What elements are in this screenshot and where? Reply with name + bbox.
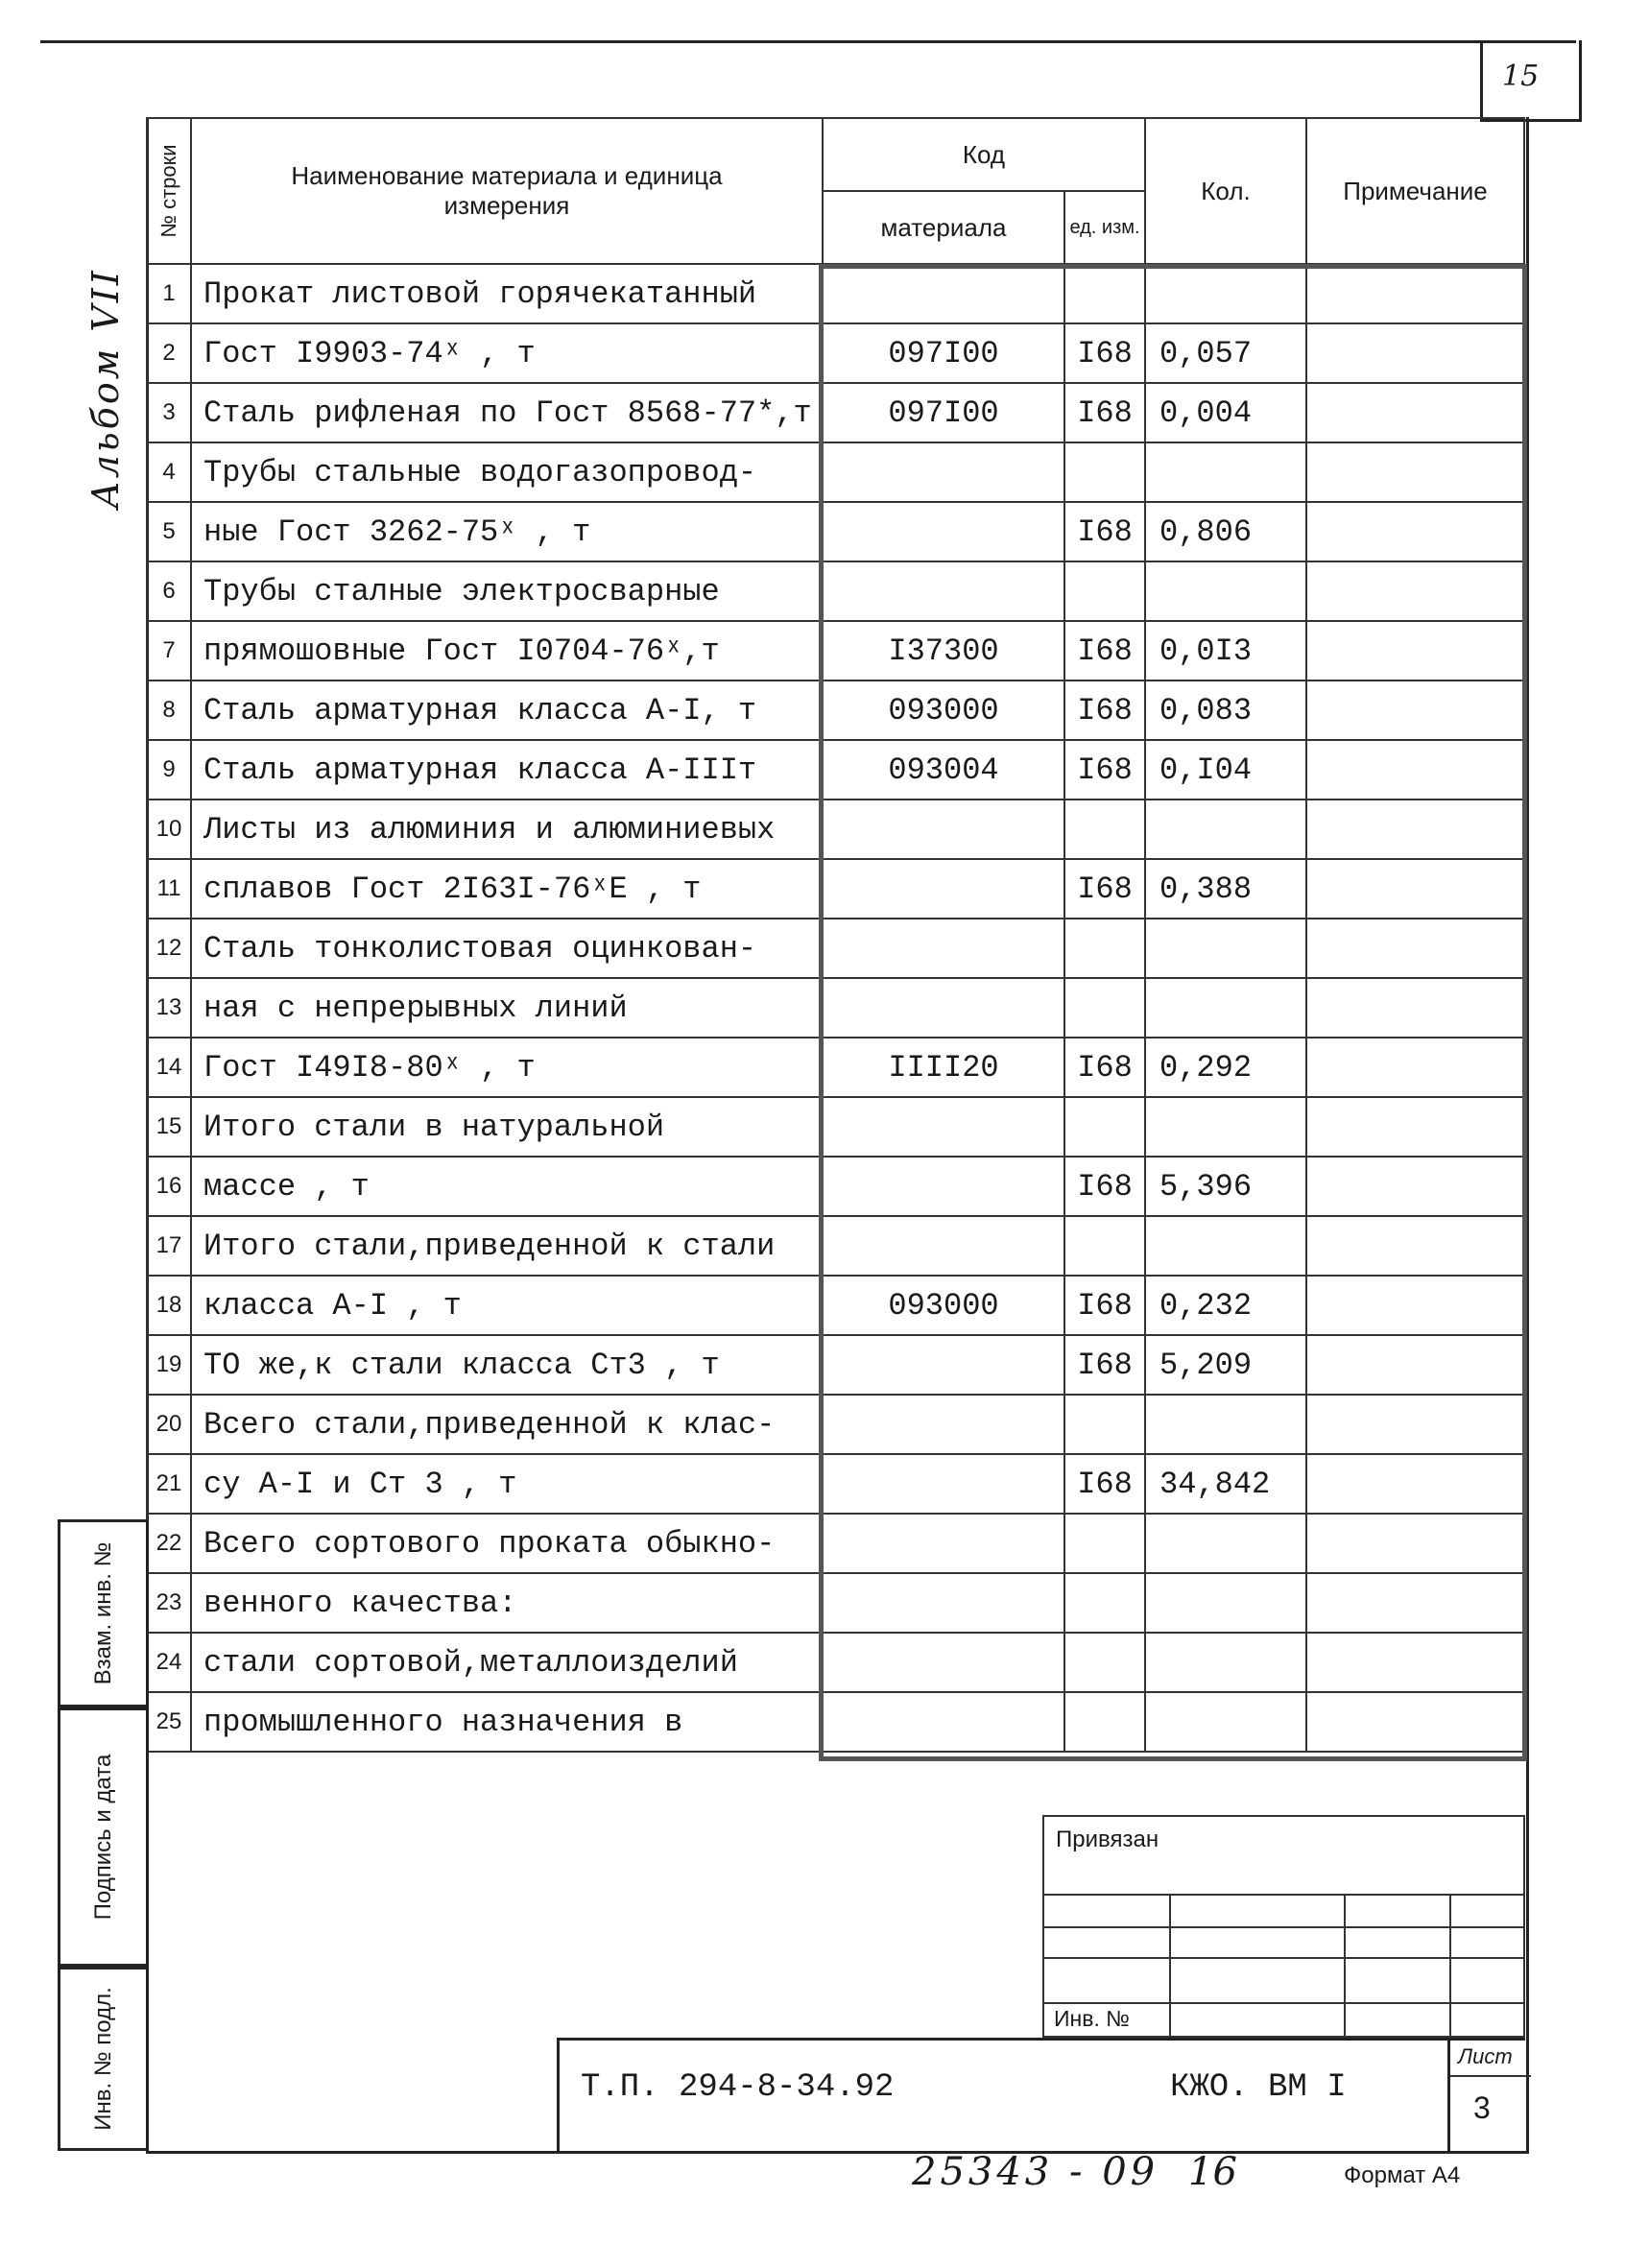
privyazan-stamp <box>1042 1815 1525 2038</box>
table-row: 13 ная с непрерывных линий <box>147 978 1524 1038</box>
inv-no-label: Инв. № <box>1054 2006 1130 2031</box>
header-unit: ед. изм. <box>1064 191 1145 264</box>
table-row: 5 ные Гост 3262-75ˣ , т I68 0,806 <box>147 502 1524 561</box>
corner-sheet-box <box>1480 40 1582 122</box>
table-row: 24 стали сортовой,металлоизделий <box>147 1633 1524 1692</box>
album-label: Альбом VII <box>84 268 127 509</box>
top-border-line <box>40 40 1576 43</box>
header-material: материала <box>823 191 1064 264</box>
table-row: 23 венного качества: <box>147 1573 1524 1633</box>
table-row: 20 Всего стали,приведенной к клас- <box>147 1395 1524 1454</box>
sheet-number: 3 <box>1473 2090 1491 2125</box>
project-code: Т.П. 294-8-34.92 <box>581 2069 895 2106</box>
privyazan-label: Привязан <box>1056 1826 1159 1852</box>
table-row: 2 Гост I9903-74ˣ , т 097I00 I68 0,057 <box>147 323 1524 383</box>
header-qty: Кол. <box>1145 118 1306 264</box>
table-row: 11 сплавов Гост 2I63I-76ˣЕ , т I68 0,388 <box>147 859 1524 919</box>
header-note: Примечание <box>1306 118 1524 264</box>
materials-table <box>146 117 1525 1753</box>
table-row: 1 Прокат листовой горячекатанный <box>147 264 1524 323</box>
podpis-data-box: Подпись и дата <box>58 1707 149 1967</box>
table-row: 21 су А-I и Ст 3 , т I68 34,842 <box>147 1454 1524 1514</box>
table-row: 19 ТО же,к стали класса Ст3 , т I68 5,209 <box>147 1335 1524 1395</box>
table-row: 8 Сталь арматурная класса А-I, т 093000 I68 0,083 <box>147 680 1524 740</box>
table-row: 14 Гост I49I8-80ˣ , т IIII20 I68 0,292 <box>147 1038 1524 1097</box>
table-row: 7 прямошовные Гост I0704-76ˣ,т I37300 I68 0,0I3 <box>147 621 1524 680</box>
sheet-label: Лист <box>1458 2044 1513 2068</box>
title-block <box>557 2038 1525 2151</box>
table-row: 9 Сталь арматурная класса А-IIIт 093004 I68 0,I04 <box>147 740 1524 800</box>
corner-sheet-number: 15 <box>1502 60 1540 93</box>
format-label: Формат А4 <box>1344 2162 1461 2188</box>
table-row: 17 Итого стали,приведенной к стали <box>147 1216 1524 1276</box>
table-row: 18 класса А-I , т 093000 I68 0,232 <box>147 1276 1524 1335</box>
sheet-cell <box>1447 2041 1531 2154</box>
table-row: 10 Листы из алюминия и алюминиевых <box>147 800 1524 859</box>
inv-podl-box: Инв. № подл. <box>58 1967 149 2151</box>
table-row: 4 Трубы стальные водогазопровод- <box>147 442 1524 502</box>
page-hand-number: 16 <box>1188 2150 1237 2194</box>
table-row: 12 Сталь тонколистовая оцинкован- <box>147 919 1524 978</box>
table-row: 22 Всего сортового проката обыкно- <box>147 1514 1524 1573</box>
vzam-inv-box: Взам. инв. № <box>58 1519 149 1707</box>
header-row-no: № строки <box>147 118 191 264</box>
header-code: Код <box>823 118 1145 191</box>
document-code: КЖО. ВМ I <box>1170 2069 1347 2106</box>
table-row: 25 промышленного назначения в <box>147 1692 1524 1752</box>
archive-number: 25343 - 09 <box>912 2150 1159 2194</box>
table-row: 6 Трубы сталные электросварные <box>147 561 1524 621</box>
header-name: Наименование материала и единица измерения <box>191 118 823 264</box>
table-row: 3 Сталь рифленая по Гост 8568-77*,т 097I00 I68 0,004 <box>147 383 1524 442</box>
table-row: 15 Итого стали в натуральной <box>147 1097 1524 1157</box>
table-row: 16 массе , т I68 5,396 <box>147 1157 1524 1216</box>
